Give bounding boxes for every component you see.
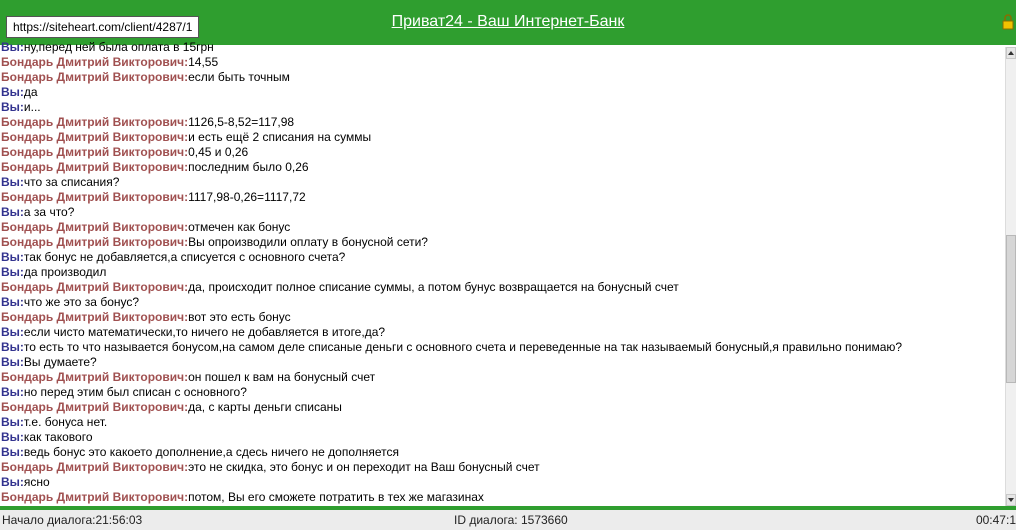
message-text: он пошел к вам на бонусный счет [188,370,376,384]
chat-message [0,430,1005,445]
message-text: 1117,98-0,26=1117,72 [188,190,306,204]
message-text: да производил [23,265,107,279]
chat-scrollbar[interactable] [1005,47,1016,506]
chat-message [0,205,1005,220]
chat-message [0,355,1005,370]
chat-message [0,250,1005,265]
chat-message [0,295,1005,310]
status-bar [0,510,1016,530]
url-tooltip: https://siteheart.com/client/4287/1 [6,16,199,38]
message-sender-you: Вы: [1,205,24,219]
message-sender-you: Вы: [1,475,24,489]
chat-message [0,115,1005,130]
message-text: что за списания? [23,175,120,189]
chat-message [0,370,1005,385]
chat-message [0,175,1005,190]
message-sender-operator: Бондарь Дмитрий Викторович: [1,70,189,84]
message-text: т.е. бонуса нет. [23,415,108,429]
chat-message [0,490,1005,505]
chat-message [0,85,1005,100]
chat-message [0,100,1005,115]
message-text: но перед этим был списан с основного? [23,385,247,399]
scroll-up-button[interactable] [1006,47,1016,59]
dialog-id: ID диалога: 1573660 [454,513,568,527]
message-text: что же это за бонус? [23,295,140,309]
message-text: и есть ещё 2 списания на суммы [188,130,372,144]
message-text: вот это есть бонус [188,310,291,324]
lock-icon [1002,14,1014,30]
message-text: 14,55 [188,55,219,69]
arrow-down-icon [1008,498,1014,502]
message-sender-you: Вы: [1,445,24,459]
chat-message [0,415,1005,430]
message-text: и... [23,100,41,114]
chat-message [0,40,1005,55]
message-sender-operator: Бондарь Дмитрий Викторович: [1,190,189,204]
message-text: ясно [23,475,50,489]
message-sender-operator: Бондарь Дмитрий Викторович: [1,115,189,129]
message-sender-you: Вы: [1,265,24,279]
message-sender-you: Вы: [1,40,24,54]
chat-message [0,70,1005,85]
chat-log [0,40,1005,506]
chat-message [0,130,1005,145]
message-sender-operator: Бондарь Дмитрий Викторович: [1,220,189,234]
chat-message [0,445,1005,460]
message-sender-you: Вы: [1,415,24,429]
chat-message [0,280,1005,295]
message-sender-you: Вы: [1,175,24,189]
chat-message [0,190,1005,205]
chat-message [0,460,1005,475]
message-text: если быть точным [188,70,290,84]
message-sender-you: Вы: [1,385,24,399]
message-text: да, с карты деньги списаны [188,400,342,414]
message-sender-operator: Бондарь Дмитрий Викторович: [1,145,189,159]
page-title[interactable]: Приват24 - Ваш Интернет-Банк [391,13,625,30]
scroll-thumb[interactable] [1006,235,1016,383]
message-text: последним было 0,26 [188,160,309,174]
message-text: ведь бонус это какоето дополнение,а сдесь ничего не дополняется [23,445,400,459]
dialog-timer: 00:47:1 [975,513,1016,527]
chat-message [0,310,1005,325]
message-text: Вы думаете? [23,355,97,369]
message-sender-operator: Бондарь Дмитрий Викторович: [1,400,189,414]
message-text: Вы опроизводили оплату в бонусной сети? [188,235,428,249]
chat-message [0,55,1005,70]
message-sender-you: Вы: [1,100,24,114]
chat-message [0,400,1005,415]
chat-message [0,475,1005,490]
message-text: так бонус не добавляется,а списуется с основного счета? [23,250,346,264]
message-text: да, происходит полное списание суммы, а потом бунус возвращается на бонусный счет [188,280,679,294]
message-text: 0,45 и 0,26 [188,145,249,159]
message-sender-operator: Бондарь Дмитрий Викторович: [1,280,189,294]
message-sender-you: Вы: [1,430,24,444]
message-text: отмечен как бонус [188,220,291,234]
message-sender-operator: Бондарь Дмитрий Викторович: [1,460,189,474]
message-sender-operator: Бондарь Дмитрий Викторович: [1,160,189,174]
message-sender-you: Вы: [1,325,24,339]
message-text: ну,перед ней была оплата в 15грн [23,40,214,54]
message-text: 1126,5-8,52=117,98 [188,115,295,129]
message-sender-operator: Бондарь Дмитрий Викторович: [1,490,189,504]
message-text: да [23,85,38,99]
message-sender-you: Вы: [1,340,24,354]
chat-message [0,385,1005,400]
header-bar [0,0,1016,45]
chat-message [0,160,1005,175]
chat-message [0,340,1005,355]
message-sender-operator: Бондарь Дмитрий Викторович: [1,310,189,324]
message-sender-operator: Бондарь Дмитрий Викторович: [1,55,189,69]
chat-message [0,325,1005,340]
message-text: то есть то что называется бонусом,на самом деле списаные деньги с основного счета и переведенные на так называемый бонусный,я правильно понимаю? [23,340,903,354]
message-sender-you: Вы: [1,250,24,264]
arrow-up-icon [1008,51,1014,55]
chat-message [0,145,1005,160]
message-sender-you: Вы: [1,355,24,369]
message-sender-operator: Бондарь Дмитрий Викторович: [1,235,189,249]
message-sender-operator: Бондарь Дмитрий Викторович: [1,130,189,144]
message-text: а за что? [23,205,75,219]
message-sender-you: Вы: [1,85,24,99]
message-text: это не скидка, это бонус и он переходит на Ваш бонусный счет [188,460,540,474]
message-sender-you: Вы: [1,295,24,309]
dialog-start-time: Начало диалога:21:56:03 [2,513,143,527]
chat-message [0,265,1005,280]
chat-message [0,220,1005,235]
message-sender-operator: Бондарь Дмитрий Викторович: [1,370,189,384]
scroll-down-button[interactable] [1006,494,1016,506]
message-text: если чисто математически,то ничего не добавляется в итоге,да? [23,325,386,339]
chat-message [0,235,1005,250]
message-text: как такового [23,430,93,444]
message-text: потом, Вы его сможете потратить в тех же магазинах [188,490,484,504]
